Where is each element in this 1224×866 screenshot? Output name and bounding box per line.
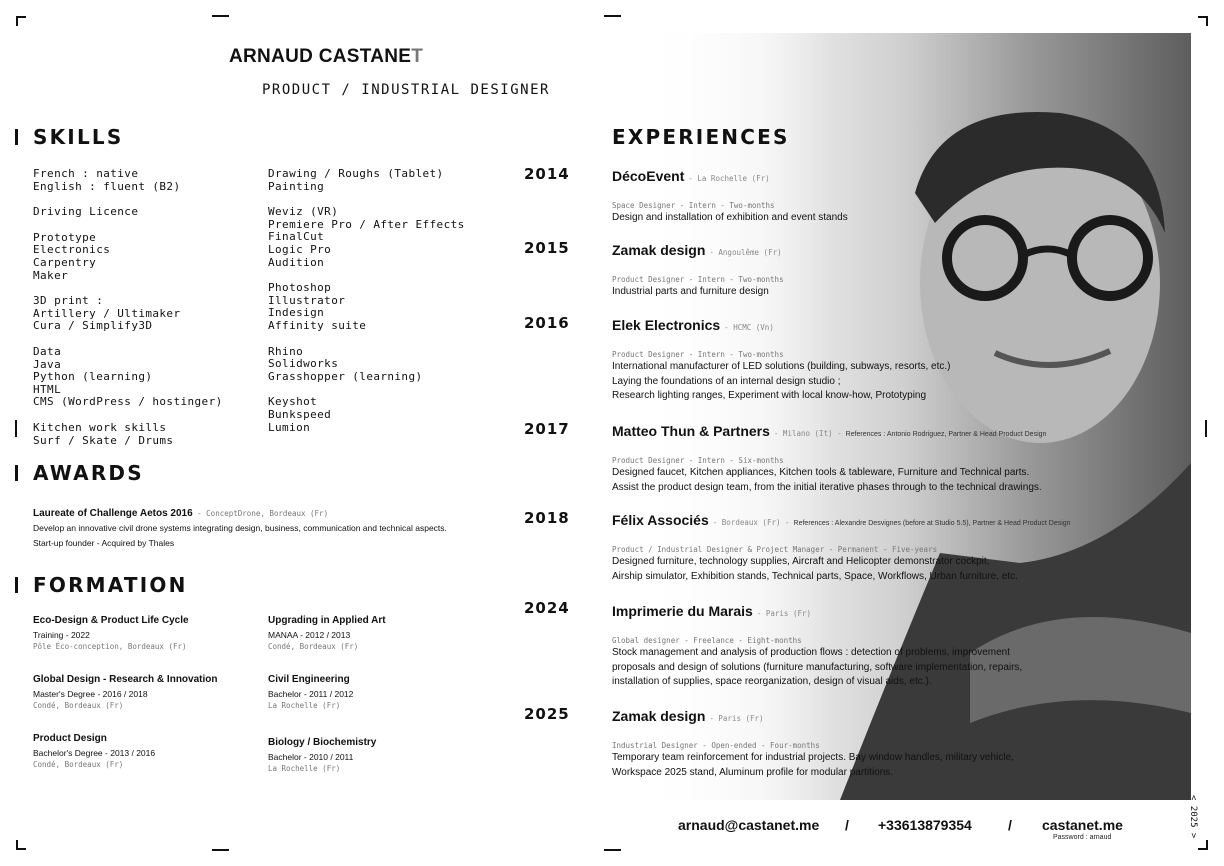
position-description: Workspace 2025 stand, Aluminum profile for modular partitions. [612,766,894,778]
formation-title: Product Design [33,733,107,744]
position-meta: Product / Industrial Designer & Project Manager - Permanent - Five-years [612,545,938,554]
skill-group [33,232,223,282]
company-location: - Paris (Fr) [756,609,812,618]
formation-location: Pôle Éco-conception, Bordeaux (Fr) [33,642,187,651]
skill-item: Logic Pro [268,242,332,256]
skill-group [268,346,465,384]
formation-entry [33,674,253,712]
skill-item: Surf / Skate / Drums [33,433,174,447]
website-link[interactable]: castanet.me [1042,817,1123,833]
experience-entry [612,423,1172,495]
references: References : Alexandre Desvignes (before at Studio 5.5), Partner & Head Product Design [793,520,1071,527]
position-description: proposals and design of solutions (furniture manufacturing, software implementation, repairs, [612,661,1023,673]
experience-year: 2017 [524,420,570,438]
tick-mark-bottom [212,849,229,851]
formation-degree: Bachelor - 2011 / 2012 [268,689,354,699]
skill-item: Rhino [268,344,304,358]
formation-entry [268,674,488,712]
skill-item: Prototype [33,230,97,244]
skill-item: Premiere Pro / After Effects [268,217,465,231]
experience-year: 2014 [524,165,570,183]
skill-item: Lumion [268,420,311,434]
skill-group [33,295,223,333]
position-meta: Product Designer - Intern - Two-months [612,350,784,359]
position-description: Designed faucet, Kitchen appliances, Kitchen tools & tableware, Furniture and Technical parts. [612,467,1030,478]
formation-degree: Training - 2022 [33,630,90,640]
formation-title: Global Design - Research & Innovation [33,674,218,685]
company-name: Matteo Thun & Partners [612,423,770,439]
company-location: - La Rochelle (Fr) [688,174,770,183]
skill-item: French : native [33,167,139,180]
position-description: Assist the product design team, from the initial iterative phases through to the technical drawings. [612,481,1042,493]
award-entry [33,503,447,551]
position-description: Industrial parts and furniture design [612,286,769,297]
skill-item: Affinity suite [268,318,367,332]
skill-group [268,168,465,193]
skill-item: Electronics [33,243,111,257]
skill-group [33,168,223,193]
position-description: Design and installation of exhibition and event stands [612,212,848,223]
company-location: - HCMC (Vn) [724,323,774,332]
position-meta: Product Designer - Intern - Six-months [612,456,784,465]
position-meta: Industrial Designer - Open-ended - Four-months [612,741,820,750]
skill-item: Cura / Simplify3D [33,319,153,333]
corner-mark-bottom-left [16,840,26,850]
corner-mark-top-right [1198,16,1208,26]
skill-item: FinalCut [268,230,325,244]
company-location: - Paris (Fr) [709,714,764,723]
skill-item: Driving Licence [33,205,139,219]
skill-item: 3D print : [33,294,104,308]
skill-item: Java [33,357,62,371]
formation-entry [268,737,488,775]
formation-entry [268,615,488,653]
position-meta: Global designer - Freelance - Eight-months [612,636,802,645]
company-name: Elek Electronics [612,317,721,333]
skill-item: Solidworks [268,357,339,371]
experience-entry [612,168,1172,226]
position-description: Airship simulator, Exhibition stands, Technical parts, Space, Workflows, Urban furniture, etc. [612,570,1018,582]
skill-item: Grasshopper (learning) [268,369,423,383]
job-title: PRODUCT / INDUSTRIAL DESIGNER [262,82,550,98]
position-description: Temporary team reinforcement for industrial projects. Bay window handles, military vehicle, [612,752,1014,763]
experience-year: 2025 [524,705,570,723]
phone-link[interactable]: +33613879354 [878,817,972,833]
skill-group [268,282,465,332]
company-location: - Milano (It) - [773,429,842,438]
skill-item: Carpentry [33,255,97,269]
experience-year: 2024 [524,599,570,617]
experience-entry [612,708,1172,780]
experience-year: 2018 [524,509,570,527]
side-year-label: < 2025 > [1188,795,1198,839]
skill-item: Keyshot [268,395,318,409]
experience-year: 2015 [524,239,570,257]
company-name: Zamak design [612,708,706,724]
section-title-awards: AWARDS [33,461,144,485]
skill-item: Kitchen work skills [33,420,167,434]
company-name: DécoEvent [612,168,685,184]
skill-item: Drawing / Roughs (Tablet) [268,167,444,180]
formation-location: Condé, Bordeaux (Fr) [268,642,359,651]
skill-item: HTML [33,382,62,396]
formation-title: Biology / Biochemistry [268,737,377,748]
position-meta: Product Designer - Intern - Two-months [612,275,784,284]
skill-item: Audition [268,255,325,269]
tick-mark-left [15,420,17,437]
tick-mark-right [1205,420,1207,437]
skill-item: Data [33,344,62,358]
experience-entry [612,512,1172,584]
skill-item: Painting [268,179,325,193]
formation-title: Civil Engineering [268,674,350,685]
position-meta: Space Designer - Intern - Two-months [612,201,775,210]
tick-mark-top [604,15,621,17]
section-title-skills: SKILLS [33,125,124,149]
position-description: International manufacturer of LED solutions (building, subways, resorts, etc.) [612,361,951,372]
skill-item: Bunkspeed [268,407,332,421]
company-name: Félix Associés [612,512,709,528]
skill-group [33,346,223,409]
formation-title: Upgrading in Applied Art [268,615,386,626]
position-description: installation of supplies, space reorganization, design of visual aids, etc.). [612,676,932,688]
experience-entry [612,603,1172,690]
tick-mark-bottom [604,849,621,851]
skill-group [33,422,223,447]
formation-degree: Master's Degree - 2016 / 2018 [33,689,148,699]
section-marker [15,577,18,593]
formation-location: Condé, Bordeaux (Fr) [33,760,124,769]
skill-group [33,206,223,219]
formation-title: Eco-Design & Product Life Cycle [33,615,189,626]
skill-item: Maker [33,268,69,282]
company-location: - Bordeaux (Fr) - [712,518,790,527]
formation-entry [33,733,253,771]
contact-separator: / [845,817,849,833]
skill-item: Illustrator [268,293,346,307]
company-name: Zamak design [612,242,706,258]
formation-entry [33,615,253,653]
formation-degree: MANAA - 2012 / 2013 [268,630,351,640]
email-link[interactable]: arnaud@castanet.me [678,817,820,833]
formation-location: La Rochelle (Fr) [268,701,341,710]
position-description: Research lighting ranges, Experiment with local know-how, Prototyping [612,390,927,402]
experience-entry [612,317,1172,404]
section-marker [15,465,18,481]
skill-item: Weviz (VR) [268,205,339,219]
formation-degree: Bachelor's Degree - 2013 / 2016 [33,748,156,758]
references: References : Antonio Rodriguez, Partner & Head Product Design [845,431,1047,438]
position-description: Laying the foundations of an internal design studio ; [612,375,841,387]
formation-location: Condé, Bordeaux (Fr) [33,701,124,710]
award-description: Develop an innovative civil drone systems integrating design, business, communication and technical aspects. [33,523,447,533]
skill-item: Python (learning) [33,370,153,384]
section-title-experiences: EXPERIENCES [612,125,790,149]
skill-item: CMS (WordPress / hostinger) [33,395,223,409]
company-name: Imprimerie du Marais [612,603,753,619]
skill-group [268,396,465,434]
award-note: Start-up founder - Acquired by Thales [33,538,175,548]
skill-group [268,206,465,269]
position-description: Designed furniture, technology supplies, Aircraft and Helicopter demonstrator cockpit, [612,556,990,567]
section-marker [15,129,18,145]
company-location: - Angoulême (Fr) [709,248,782,257]
award-title: Laureate of Challenge Aetos 2016 [33,508,193,519]
website-password: Password : arnaud [1053,834,1112,841]
skill-item: Photoshop [268,281,332,295]
tick-mark-top [212,15,229,17]
skill-item: English : fluent (B2) [33,179,181,193]
skills-column-2 [268,168,465,447]
position-description: Stock management and analysis of production flows : detection of problems, improvement [612,647,1010,658]
formation-degree: Bachelor - 2010 / 2011 [268,752,354,762]
person-name: ARNAUD CASTANET [229,46,424,67]
experience-year: 2016 [524,314,570,332]
corner-mark-bottom-right [1198,840,1208,850]
formation-location: La Rochelle (Fr) [268,764,341,773]
award-location: - ConceptDrone, Bordeaux (Fr) [197,509,329,518]
section-title-formation: FORMATION [33,573,188,597]
corner-mark-top-left [16,16,26,26]
skills-column-1 [33,168,223,460]
contact-separator: / [1008,817,1012,833]
skill-item: Artillery / Ultimaker [33,306,181,320]
skill-item: Indesign [268,306,325,320]
experience-entry [612,242,1172,300]
